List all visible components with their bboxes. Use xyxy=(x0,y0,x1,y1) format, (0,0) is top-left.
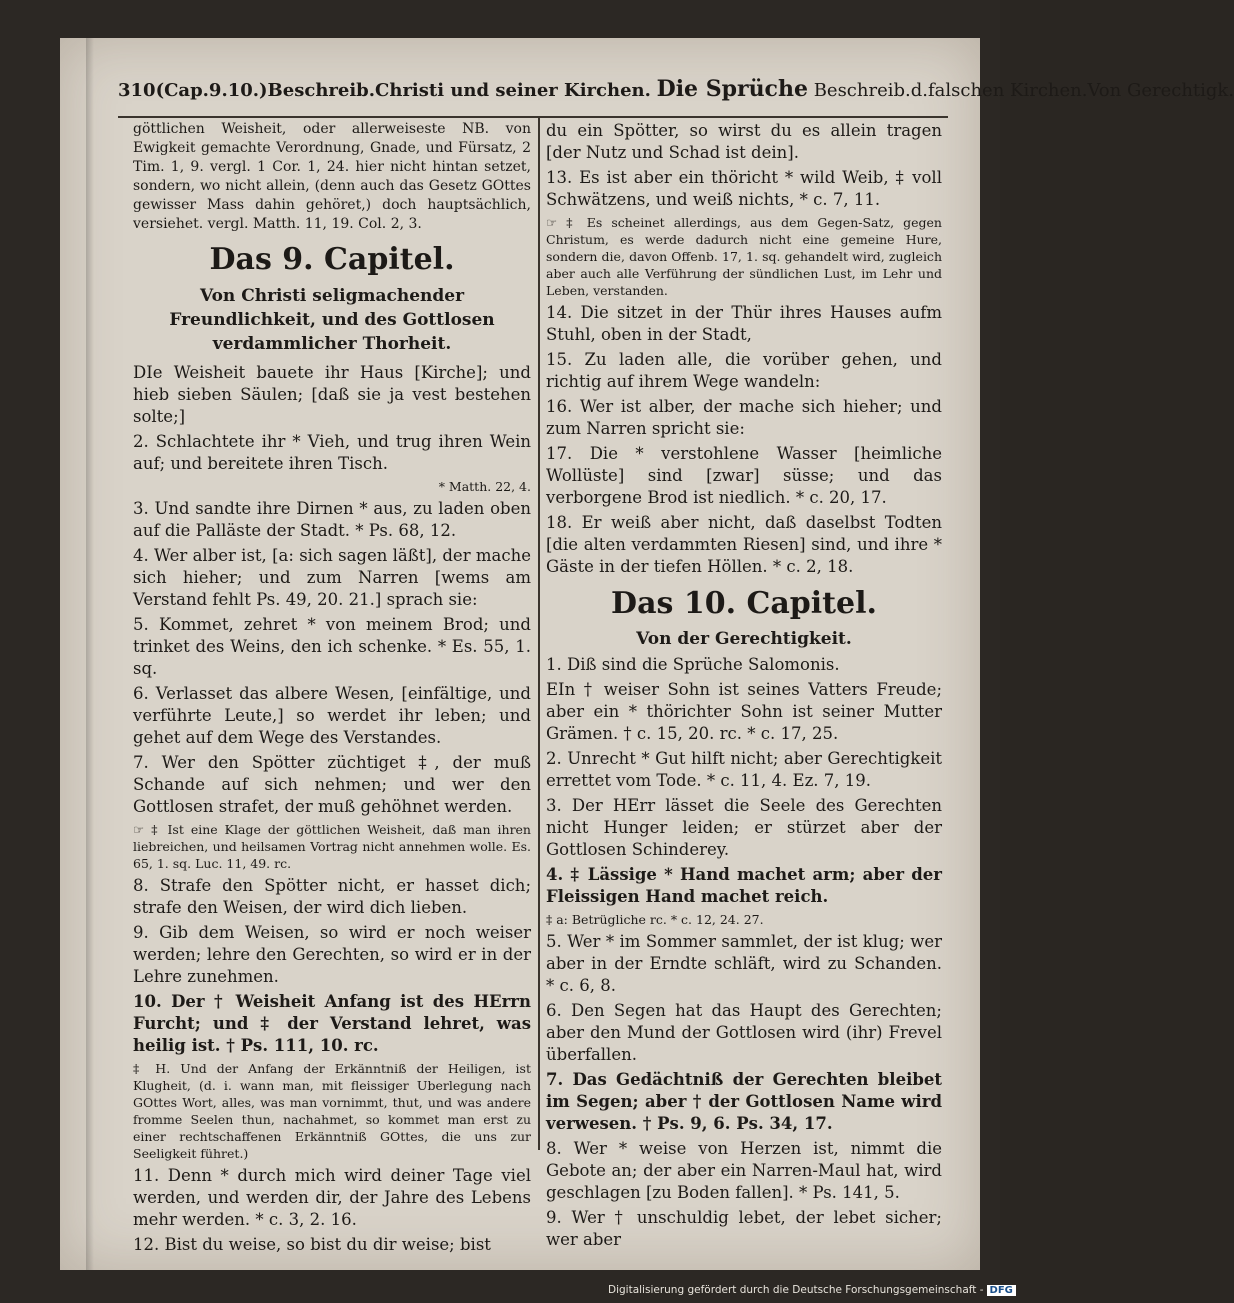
right-column xyxy=(546,120,942,1249)
header-left: 310(Cap.9.10.)Beschreib.Christi und seiner Kirchen. xyxy=(118,80,651,101)
verse-9-5: 5. Kommet, zehret * von meinem Brod; und trinket des Weins, den ich schenke. * Es. 55, 1. sq. xyxy=(133,615,531,678)
credit-text: Digitalisierung gefördert durch die Deutsche Forschungsgemeinschaft - xyxy=(608,1284,984,1296)
verse-10-1: 1. Diß sind die Sprüche Salomonis. xyxy=(546,655,840,674)
verse-9-10: 10. Der † Weisheit Anfang ist des HErrn Furcht; und ‡ der Verstand lehret, was heilig ist. † Ps. 111, 10. rc. xyxy=(133,992,531,1055)
verse-10-6: 6. Den Segen hat das Haupt des Gerechten; aber den Mund der Gottlosen wird (ihr) Frevel überfallen. xyxy=(546,1001,942,1064)
note-9-10: ‡ H. Und der Anfang der Erkänntniß der Heiligen, ist Klugheit, (d. i. wann man, mit fleissiger Uberlegung nach GOttes Wort, alles, was man vornimmt, thut, und was andere fromme Seelen thun, nachahmet, so kommet man erst zu einer rechtschaffenen Erkänntniß GOttes, die uns zur Seeligkeit führet.) xyxy=(133,1061,531,1161)
verse-10-2: 2. Unrecht * Gut hilft nicht; aber Gerechtigkeit errettet vom Tode. * c. 11, 4. Ez. 7, 19. xyxy=(546,749,942,790)
note-10-4: ‡ a: Betrügliche rc. * c. 12, 24. 27. xyxy=(546,912,764,927)
note-9-13: ☞ ‡ Es scheinet allerdings, aus dem Gegen-Satz, gegen Christum, es werde dadurch nicht eine gemeine Hure, sondern die, davon Offenb. 17, 1. sq. gehandelt wird, zugleich aber auch alle Verführung der sündlichen Lust, im Lehr und Leben, verstanden. xyxy=(546,215,942,298)
chapter-10-title: Das 10. Capitel. xyxy=(611,586,877,621)
chapter-10-summary: Von der Gerechtigkeit. xyxy=(636,629,852,649)
verse-9-2-ref: * Matth. 22, 4. xyxy=(438,479,531,494)
verse-10-4: 4. ‡ Lässige * Hand machet arm; aber der Fleissigen Hand machet reich. xyxy=(546,865,942,906)
column-rule xyxy=(538,118,540,1150)
chapter-9-summary: Von Christi seligmachender Freundlichkeit, und des Gottlosen verdammlicher Thorheit. xyxy=(169,286,495,354)
verse-9-17: 17. Die * verstohlene Wasser [heimliche Wollüste] sind [zwar] süsse; und das verborgene Brod ist niedlich. * c. 20, 17. xyxy=(546,444,942,507)
verse-10-7: 7. Das Gedächtniß der Gerechten bleibet im Segen; aber † der Gottlosen Name wird verwesen. † Ps. 9, 6. Ps. 34, 17. xyxy=(546,1070,942,1133)
verse-9-12: 12. Bist du weise, so bist du dir weise; bist xyxy=(133,1235,491,1254)
verse-9-7: 7. Wer den Spötter züchtiget ‡, der muß Schande auf sich nehmen; und wer den Gottlosen strafet, der muß gehöhnet werden. xyxy=(133,753,531,816)
verse-9-4: 4. Wer alber ist, [a: sich sagen läßt], der mache sich hieher; und zum Narren [wems am Verstand fehlt Ps. 49, 20. 21.] sprach sie: xyxy=(133,546,531,609)
left-column xyxy=(133,120,531,1254)
intro-text: göttlichen Weisheit, oder allerweiseste NB. von Ewigkeit gemachte Verordnung, Gnade, und Fürsatz, 2 Tim. 1, 9. vergl. 1 Cor. 1, 24. hier nicht hintan setzet, sondern, wo nicht allein, (denn auch das Gesetz GOttes gewisser Mass dahin gehöret,) doch hauptsächlich, versiehet. vergl. Matth. 11, 19. Col. 2, 3. xyxy=(133,121,531,232)
verse-9-6: 6. Verlasset das albere Wesen, [einfältige, und verführte Leute,] so werdet ihr leben; und gehet auf dem Wege des Verstandes. xyxy=(133,684,531,747)
note-9-7: ☞ ‡ Ist eine Klage der göttlichen Weisheit, daß man ihren liebreichen, und heilsamen Vortrag nicht annehmen wolle. Es. 65, 1. sq. Luc. 11, 49. rc. xyxy=(133,822,531,871)
verse-9-11: 11. Denn * durch mich wird deiner Tage viel werden, und werden dir, der Jahre des Lebens mehr werden. * c. 3, 2. 16. xyxy=(133,1166,531,1229)
verse-10-9: 9. Wer † unschuldig lebet, der lebet sicher; wer aber xyxy=(546,1208,942,1249)
verse-9-18: 18. Er weiß aber nicht, daß daselbst Todten [die alten verdammten Riesen] sind, und ihre * Gäste in der tiefen Höllen. * c. 2, 18. xyxy=(546,513,942,576)
verse-9-16: 16. Wer ist alber, der mache sich hieher; und zum Narren spricht sie: xyxy=(546,397,942,438)
header-center: Die Sprüche xyxy=(656,76,808,102)
running-header xyxy=(118,76,1234,106)
verse-10-3: 3. Der HErr lässet die Seele des Gerechten nicht Hunger leiden; er stürzet aber der Gottlosen Schinderey. xyxy=(546,796,942,859)
header-rule xyxy=(118,116,948,118)
verse-9-8: 8. Strafe den Spötter nicht, er hasset dich; strafe den Weisen, der wird dich lieben. xyxy=(133,876,531,917)
page-gutter-shadow xyxy=(86,38,94,1270)
verse-10-5: 5. Wer * im Sommer sammlet, der ist klug; wer aber in der Erndte schläft, wird zu Schanden. * c. 6, 8. xyxy=(546,932,942,995)
verse-9-3: 3. Und sandte ihre Dirnen * aus, zu laden oben auf die Palläste der Stadt. * Ps. 68, 12. xyxy=(133,499,531,540)
verse-9-1: DIe Weisheit bauete ihr Haus [Kirche]; und hieb sieben Säulen; [daß sie ja vest bestehen solte;] xyxy=(133,363,531,426)
chapter-9-title: Das 9. Capitel. xyxy=(209,242,455,277)
verse-10-8: 8. Wer * weise von Herzen ist, nimmt die Gebote an; der aber ein Narren-Maul hat, wird geschlagen [zu Boden fallen]. * Ps. 141, 5. xyxy=(546,1139,942,1202)
verse-9-15: 15. Zu laden alle, die vorüber gehen, und richtig auf ihrem Wege wandeln: xyxy=(546,350,942,391)
dfg-logo-icon: DFG xyxy=(987,1285,1016,1296)
header-right: Beschreib.d.falschen Kirchen.Von Gerechtigk. xyxy=(813,80,1234,101)
verse-9-13: 13. Es ist aber ein thöricht * wild Weib, ‡ voll Schwätzens, und weiß nichts, * c. 7, 11. xyxy=(546,168,942,209)
verse-9-12-cont: du ein Spötter, so wirst du es allein tragen [der Nutz und Schad ist dein]. xyxy=(546,121,942,162)
verse-9-9: 9. Gib dem Weisen, so wird er noch weiser werden; lehre den Gerechten, so wird er in der Lehre zunehmen. xyxy=(133,923,531,986)
verse-10-1b: EIn † weiser Sohn ist seines Vatters Freude; aber ein * thörichter Sohn ist seiner Mutter Grämen. † c. 15, 20. rc. * c. 17, 25. xyxy=(546,680,942,743)
verse-9-2: 2. Schlachtete ihr * Vieh, und trug ihren Wein auf; und bereitete ihren Tisch. xyxy=(133,432,531,473)
digitization-credit xyxy=(608,1284,1013,1300)
verse-9-14: 14. Die sitzet in der Thür ihres Hauses aufm Stuhl, oben in der Stadt, xyxy=(546,303,942,344)
